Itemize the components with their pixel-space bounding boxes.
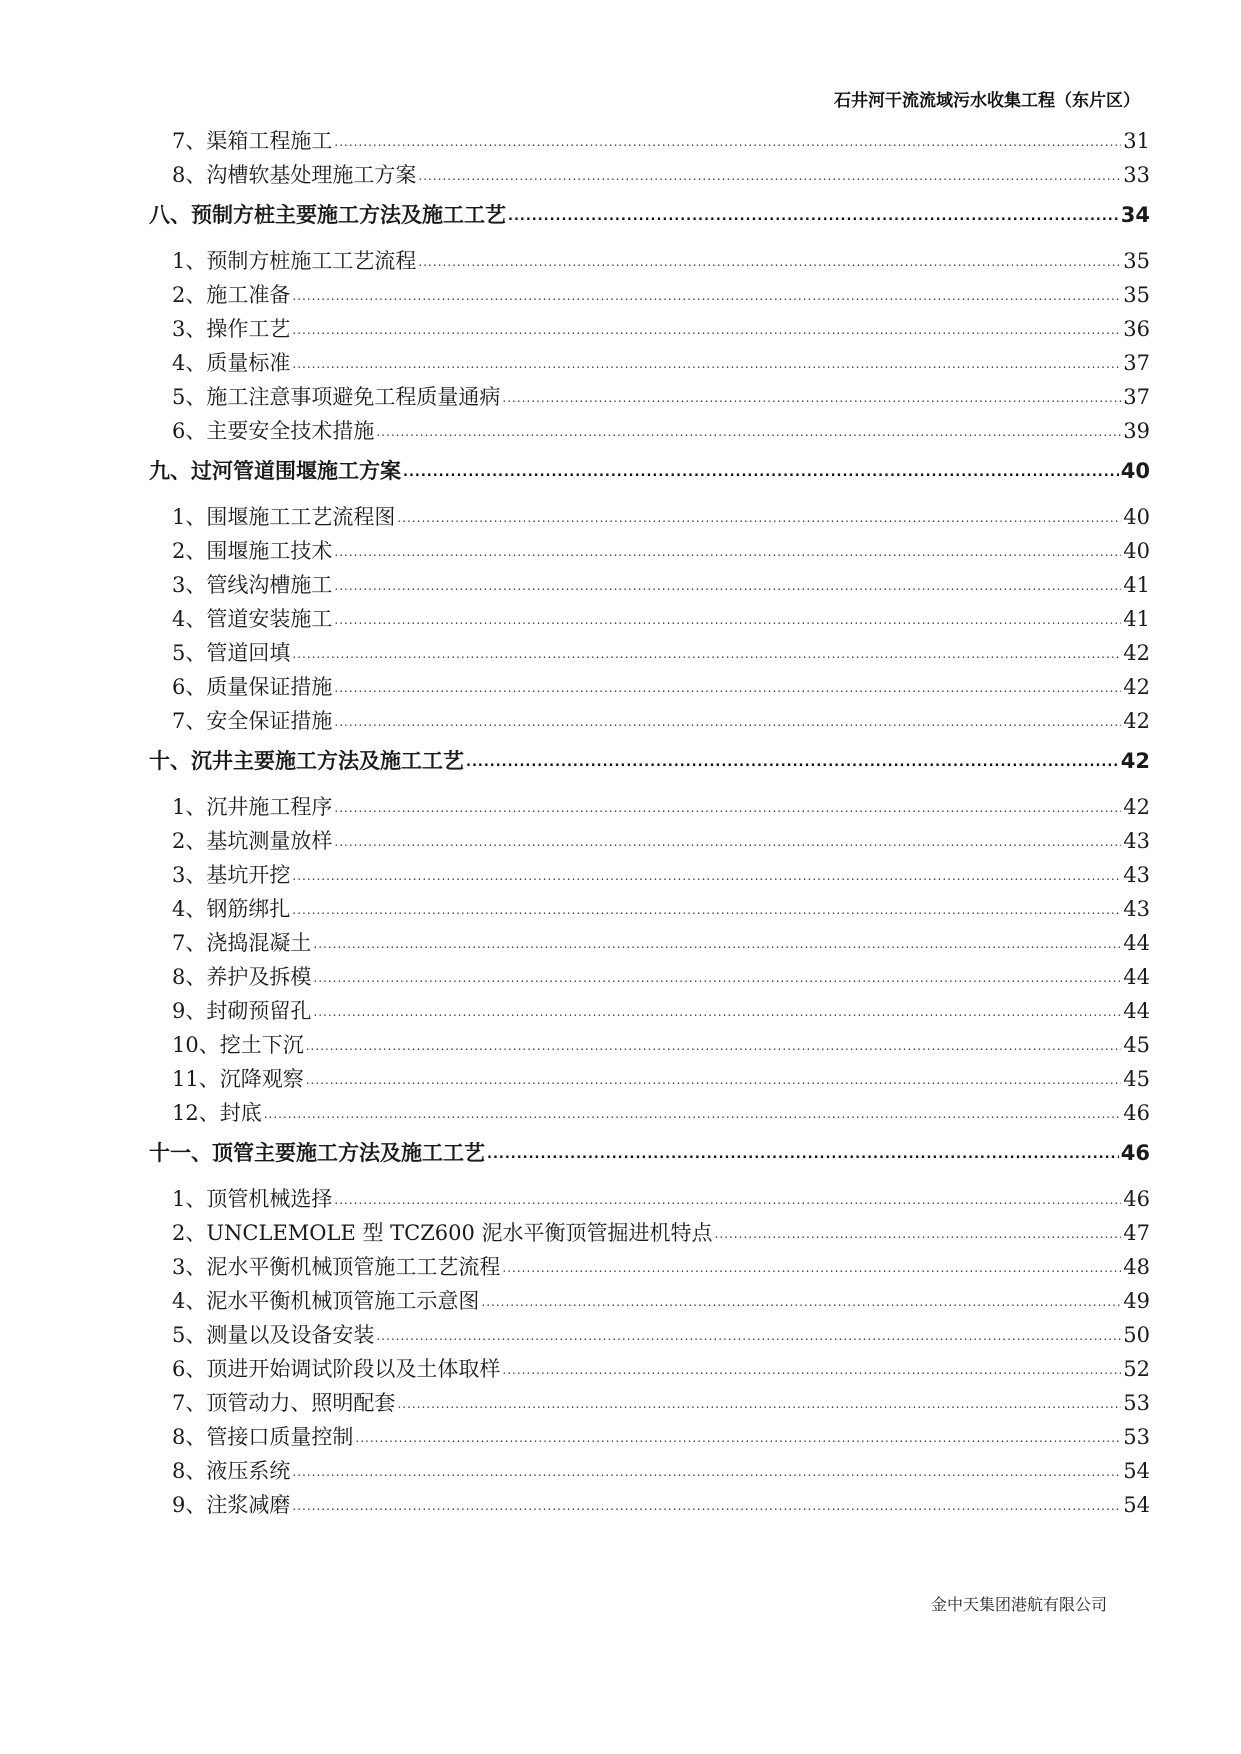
toc-dot-leader [334,1180,1121,1217]
toc-entry[interactable] [149,1216,1150,1250]
toc-dot-leader [292,276,1121,313]
toc-entry-label: 4、泥水平衡机械顶管施工示意图 [172,1289,480,1313]
page-footer: 金中天集团港航有限公司 [930,1595,1107,1614]
toc-dot-leader [502,1350,1121,1387]
toc-section-entry[interactable] [149,198,1150,232]
toc-page-number: 43 [1123,863,1150,887]
toc-page-number: 45 [1123,1067,1150,1091]
toc-dot-leader [376,412,1121,449]
toc-entry[interactable] [149,1028,1150,1062]
toc-entry-label: 7、渠箱工程施工 [172,129,333,153]
toc-entry-label: 8、液压系统 [172,1459,291,1483]
toc-dot-leader [306,1060,1122,1097]
toc-dot-leader [292,344,1121,381]
toc-dot-leader [418,242,1121,279]
toc-page-number: 44 [1123,931,1150,955]
toc-page-number: 50 [1123,1323,1150,1347]
toc-entry-label: 9、封砌预留孔 [172,999,312,1023]
toc-entry[interactable] [149,704,1150,738]
toc-page-number: 37 [1123,385,1150,409]
toc-dot-leader [292,856,1121,893]
toc-entry-label: 7、浇捣混凝土 [172,931,312,955]
toc-page-number: 44 [1123,965,1150,989]
toc-page-number: 46 [1120,1141,1150,1165]
toc-dot-leader [397,498,1121,535]
toc-entry[interactable] [149,1250,1150,1284]
toc-dot-leader [313,958,1121,995]
toc-entry[interactable] [149,926,1150,960]
toc-entry-label: 3、操作工艺 [172,317,291,341]
toc-entry[interactable] [149,960,1150,994]
toc-dot-leader [334,788,1121,825]
toc-page-number: 40 [1123,539,1150,563]
toc-page-number: 43 [1123,897,1150,921]
toc-entry-label: 1、顶管机械选择 [172,1187,333,1211]
toc-entry-label: 12、封底 [172,1101,262,1125]
toc-page-number: 46 [1123,1101,1150,1125]
toc-page-number: 33 [1123,163,1150,187]
toc-entry-label: 5、管道回填 [172,641,291,665]
toc-entry[interactable] [149,1420,1150,1454]
toc-dot-leader [306,1026,1122,1063]
toc-page-number: 42 [1123,795,1150,819]
toc-entry[interactable] [149,1454,1150,1488]
toc-entry[interactable] [149,414,1150,448]
toc-entry[interactable] [149,568,1150,602]
toc-dot-leader [334,532,1121,569]
toc-section-entry[interactable] [149,1136,1150,1170]
toc-dot-leader [292,890,1121,927]
toc-entry-label: 1、围堰施工工艺流程图 [172,505,396,529]
toc-entry[interactable] [149,534,1150,568]
toc-entry-label: 4、钢筋绑扎 [172,897,291,921]
toc-dot-leader [376,1316,1121,1353]
toc-page-number: 42 [1123,641,1150,665]
toc-entry-label: 2、施工准备 [172,283,291,307]
toc-page-number: 41 [1123,607,1150,631]
toc-section-entry[interactable] [149,744,1150,778]
toc-page-number: 34 [1120,203,1150,227]
toc-dot-leader [334,702,1121,739]
toc-page-number: 53 [1123,1391,1150,1415]
toc-entry[interactable] [149,1182,1150,1216]
toc-entry[interactable] [149,1062,1150,1096]
toc-page-number: 35 [1123,283,1150,307]
toc-page-number: 41 [1123,573,1150,597]
toc-entry-label: 九、过河管道围堰施工方案 [149,459,401,483]
toc-entry[interactable] [149,158,1150,192]
toc-entry[interactable] [149,500,1150,534]
toc-entry-label: 6、顶进开始调试阶段以及土体取样 [172,1357,501,1381]
toc-dot-leader [334,122,1121,159]
toc-entry[interactable] [149,602,1150,636]
toc-dot-leader [397,1384,1121,1421]
page-header: 石井河干流流域污水收集工程（东片区） [834,91,1140,111]
toc-entry-label: 8、沟槽软基处理施工方案 [172,163,417,187]
toc-entry-label: 9、注浆减磨 [172,1493,291,1517]
toc-dot-leader [264,1094,1122,1131]
toc-dot-leader [418,156,1121,193]
toc-entry-label: 4、质量标准 [172,351,291,375]
toc-page-number: 48 [1123,1255,1150,1279]
toc-page-number: 46 [1123,1187,1150,1211]
toc-entry[interactable] [149,790,1150,824]
toc-entry[interactable] [149,892,1150,926]
toc-page-number: 43 [1123,829,1150,853]
toc-entry-label: 6、主要安全技术措施 [172,419,375,443]
toc-entry[interactable] [149,1488,1150,1522]
toc-entry-label: 8、养护及拆模 [172,965,312,989]
toc-entry[interactable] [149,278,1150,312]
toc-entry-label: 2、基坑测量放样 [172,829,333,853]
toc-page-number: 37 [1123,351,1150,375]
toc-page-number: 44 [1123,999,1150,1023]
toc-page-number: 42 [1123,709,1150,733]
toc-entry-label: 8、管接口质量控制 [172,1425,354,1449]
toc-entry[interactable] [149,994,1150,1028]
toc-entry[interactable] [149,1096,1150,1130]
toc-entry-label: 2、围堰施工技术 [172,539,333,563]
toc-page-number: 54 [1123,1493,1150,1517]
toc-entry[interactable] [149,636,1150,670]
toc-entry[interactable] [149,1386,1150,1420]
toc-entry[interactable] [149,244,1150,278]
toc-entry[interactable] [149,380,1150,414]
toc-entry-label: 2、UNCLEMOLE 型 TCZ600 泥水平衡顶管掘进机特点 [172,1221,713,1245]
toc-entry[interactable] [149,670,1150,704]
toc-entry-label: 3、泥水平衡机械顶管施工工艺流程 [172,1255,501,1279]
toc-entry[interactable] [149,1352,1150,1386]
toc-dot-leader [481,1282,1121,1319]
toc-dot-leader [502,1248,1121,1285]
toc-page-number: 45 [1123,1033,1150,1057]
toc-dot-leader [292,634,1121,671]
toc-dot-leader [313,924,1121,961]
toc-page-number: 35 [1123,249,1150,273]
toc-entry-label: 3、基坑开挖 [172,863,291,887]
toc-page-number: 36 [1123,317,1150,341]
toc-dot-leader [334,600,1121,637]
toc-entry[interactable] [149,124,1150,158]
toc-page-number: 40 [1123,505,1150,529]
toc-entry[interactable] [149,858,1150,892]
toc-entry[interactable] [149,312,1150,346]
toc-entry-label: 11、沉降观察 [172,1067,304,1091]
toc-entry-label: 7、安全保证措施 [172,709,333,733]
toc-dot-leader [466,742,1119,780]
toc-dot-leader [292,1452,1121,1489]
toc-dot-leader [292,1486,1121,1523]
toc-dot-leader [334,822,1121,859]
toc-entry[interactable] [149,824,1150,858]
toc-section-entry[interactable] [149,454,1150,488]
toc-page-number: 40 [1120,459,1150,483]
toc-dot-leader [292,310,1121,347]
toc-entry-label: 十一、顶管主要施工方法及施工工艺 [149,1141,485,1165]
toc-entry[interactable] [149,1318,1150,1352]
toc-page-number: 54 [1123,1459,1150,1483]
toc-dot-leader [403,452,1119,490]
toc-page-number: 49 [1123,1289,1150,1313]
toc-entry-label: 10、挖土下沉 [172,1033,304,1057]
toc-dot-leader [508,196,1119,234]
toc-entry-label: 5、测量以及设备安装 [172,1323,375,1347]
toc-entry[interactable] [149,346,1150,380]
toc-page-number: 53 [1123,1425,1150,1449]
toc-entry-label: 6、质量保证措施 [172,675,333,699]
toc-entry-label: 5、施工注意事项避免工程质量通病 [172,385,501,409]
toc-dot-leader [487,1134,1119,1172]
toc-dot-leader [502,378,1121,415]
toc-entry-label: 十、沉井主要施工方法及施工工艺 [149,749,464,773]
toc-dot-leader [334,566,1121,603]
toc-entry-label: 1、沉井施工程序 [172,795,333,819]
toc-page-number: 31 [1123,129,1150,153]
toc-dot-leader [313,992,1121,1029]
toc-entry-label: 4、管道安装施工 [172,607,333,631]
toc-dot-leader [355,1418,1121,1455]
toc-entry[interactable] [149,1284,1150,1318]
toc-dot-leader [715,1214,1122,1251]
toc-entry-label: 7、顶管动力、照明配套 [172,1391,396,1415]
toc-entry-label: 3、管线沟槽施工 [172,573,333,597]
toc-page-number: 42 [1120,749,1150,773]
toc-page-number: 42 [1123,675,1150,699]
toc-entry-label: 1、预制方桩施工工艺流程 [172,249,417,273]
toc-page-number: 52 [1123,1357,1150,1381]
toc-dot-leader [334,668,1121,705]
toc-entry-label: 八、预制方桩主要施工方法及施工工艺 [149,203,506,227]
table-of-contents [149,124,1150,1522]
toc-page-number: 39 [1123,419,1150,443]
toc-page-number: 47 [1123,1221,1150,1245]
